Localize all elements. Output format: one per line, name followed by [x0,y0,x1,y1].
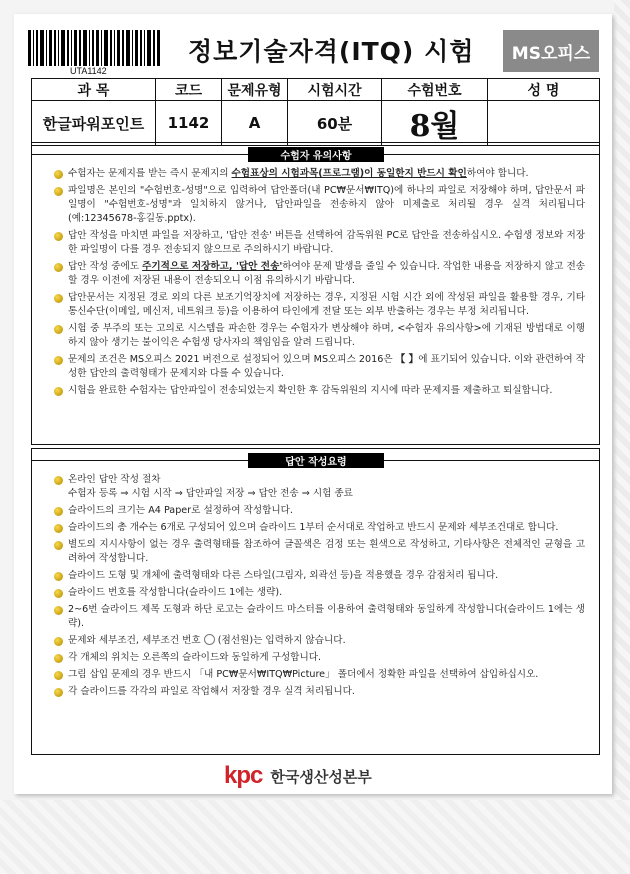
item-text: 슬라이드의 크기는 A4 Paper로 설정하여 작성합니다. [68,505,293,516]
kpc-logo-mark: kpc [224,762,263,789]
background-pattern-bottom [0,800,630,874]
subject-badge: MS오피스 [503,30,599,72]
item-text: 문제와 세부조건, 세부조건 번호 [68,635,204,646]
bullet-icon [54,476,63,485]
guide-section [31,448,600,755]
bullet-icon [54,387,63,396]
item-text: 에 표기되어 있습니다. 이와 관련하여 작성한 답안의 출력형태가 문제지와 다를 수 있습니다. [68,354,585,379]
header-name: 성 명 [488,79,600,101]
list-item [54,504,585,518]
list-item [54,685,585,699]
item-emphasis: 수험표상의 시험과목(프로그램)이 동일한지 반드시 확인 [231,168,467,179]
bullet-icon [54,654,63,663]
bullet-icon [54,524,63,533]
kpc-logo [224,762,372,790]
item-text: 답안 작성 중에도 [68,261,143,272]
list-item [54,569,585,583]
value-code: 1142 [156,101,222,146]
header-type: 문제유형 [222,79,288,101]
item-text: 시험을 완료한 수험자는 답안파일이 전송되었는지 확인한 후 감독위원의 지시에 따라 문제지를 제출하고 퇴실합니다. [68,385,553,396]
bullet-icon [54,232,63,241]
value-subject: 한글파워포인트 [32,101,156,146]
list-item [54,603,585,631]
item-text: 온라인 답안 작성 절차 [68,474,161,485]
item-bracket: 【 】 [395,354,419,365]
item-text: 시험 중 부주의 또는 고의로 시스템을 파손한 경우는 수험자가 변상해야 하며, <수험자 유의사항>에 기재된 방법대로 이행하지 않아 생기는 불이익은 수험생 당사자의 책임임을 알려 드립니다. [68,323,585,348]
item-text: 답안 작성을 마치면 파일을 저장하고, '답안 전송' 버튼을 선택하여 감독위원 PC로 답안을 전송하십시오. 수험생 정보와 저장한 파일명이 다를 경우 전송되지 않으므로 주의하시기 바랍니다. [68,230,585,255]
value-exam-number[interactable]: 8월 [382,101,488,146]
item-text: 2~6번 슬라이드 제목 도형과 하단 로고는 슬라이드 마스터를 이용하여 출력형태와 동일하게 작성합니다(슬라이드 1에는 생략). [68,604,585,629]
header-time: 시험시간 [288,79,382,101]
guide-title: 답안 작성요령 [248,453,384,468]
list-item [54,184,585,226]
bullet-icon [54,294,63,303]
kpc-logo-text: 한국생산성본부 [270,767,372,786]
list-item [54,291,585,319]
list-item [54,521,585,535]
barcode-icon [26,28,164,68]
notice-list [54,167,585,401]
notice-title: 수험자 유의사항 [248,147,384,162]
list-item [54,353,585,381]
dotted-circle-icon [204,634,215,645]
bullet-icon [54,688,63,697]
bullet-icon [54,263,63,272]
list-item [54,167,585,181]
list-item [54,322,585,350]
bullet-icon [54,572,63,581]
item-emphasis: 주기적으로 저장하고, '답안 전송' [142,261,283,272]
item-text: 파일명은 본인의 "수험번호-성명"으로 입력하여 답안폴더(내 PC₩문서₩ITQ)에 하나의 파일로 저장해야 하며, 답안문서 파일명이 "수험번호-성명"과 일치하지 않거나, 답안파일을 전송하지 않아 미제출로 처리될 경우 실격 처리됩니다(예:12345678-홍길동.pptx). [68,185,585,224]
list-item [54,586,585,600]
barcode-text: UTA1142 [70,66,107,76]
bullet-icon [54,671,63,680]
list-item [54,473,585,501]
item-text: 슬라이드의 총 개수는 6개로 구성되어 있으며 슬라이드 1부터 순서대로 작업하고 반드시 문제와 세부조건대로 합니다. [68,522,559,533]
bullet-icon [54,187,63,196]
list-item [54,651,585,665]
item-text: 답안문서는 지정된 경로 외의 다른 보조기억장치에 저장하는 경우, 지정된 시험 시간 외에 작성된 파일을 활용할 경우, 기타 통신수단(이메일, 메신저, 네트워크 등)을 이용하여 타인에게 전달 또는 외부 반출하는 경우는 부정 처리됩니다. [68,292,585,317]
bullet-icon [54,606,63,615]
item-text: 각 슬라이드를 각각의 파일로 작업해서 저장할 경우 실격 처리됩니다. [68,686,355,697]
item-text: 슬라이드 번호를 작성합니다(슬라이드 1에는 생략). [68,587,283,598]
bullet-icon [54,170,63,179]
list-item [54,260,585,288]
bullet-icon [54,541,63,550]
bullet-icon [54,507,63,516]
background-pattern-right [614,0,630,800]
item-text: 문제의 조건은 MS오피스 2021 버전으로 설정되어 있으며 MS오피스 2016은 [68,354,396,365]
bullet-icon [54,356,63,365]
list-item [54,634,585,648]
value-type: A [222,101,288,146]
bullet-icon [54,325,63,334]
table-value-row [32,101,600,146]
list-item [54,384,585,398]
item-text: 하여야 문제 발생을 줄일 수 있습니다. 작업한 내용을 저장하지 않고 전송할 경우 이전에 저장된 내용이 전송되오니 이점 유의하시기 바랍니다. [68,261,585,286]
exam-info-table [31,78,600,146]
item-text: 별도의 지시사항이 없는 경우 출력형태를 참조하여 글꼴색은 검정 또는 흰색으로 작성하고, 기타사항은 전체적인 균형을 고려하여 작성합니다. [68,539,585,564]
table-header-row [32,79,600,101]
header-exam-number: 수험번호 [382,79,488,101]
list-item [54,538,585,566]
bullet-icon [54,637,63,646]
guide-list [54,473,585,702]
header-subject: 과 목 [32,79,156,101]
item-text: 슬라이드 도형 및 개체에 출력형태와 다른 스타일(그림자, 외곽선 등)을 적용했을 경우 감점처리 됩니다. [68,570,499,581]
value-time: 60분 [288,101,382,146]
bullet-icon [54,589,63,598]
item-text: 하여야 합니다. [466,168,529,179]
item-text: 그림 삽입 문제의 경우 반드시 「내 PC₩문서₩ITQ₩Picture」 폴더에서 정확한 파일을 선택하여 삽입하십시오. [68,669,539,680]
item-text: 각 개체의 위치는 오른쪽의 슬라이드와 동일하게 구성합니다. [68,652,322,663]
page-title: 정보기술자격(ITQ) 시험 [188,37,475,66]
item-text: (점선원)는 입력하지 않습니다. [214,635,346,646]
header-code: 코드 [156,79,222,101]
list-item [54,668,585,682]
item-text: 수험자는 문제지를 받는 즉시 문제지의 [68,168,232,179]
list-item [54,229,585,257]
notice-section [31,142,600,445]
value-name[interactable] [488,101,600,146]
item-subtext: 수험자 등록 ⇒ 시험 시작 ⇒ 답안파일 저장 ⇒ 답안 전송 ⇒ 시험 종료 [68,488,353,499]
